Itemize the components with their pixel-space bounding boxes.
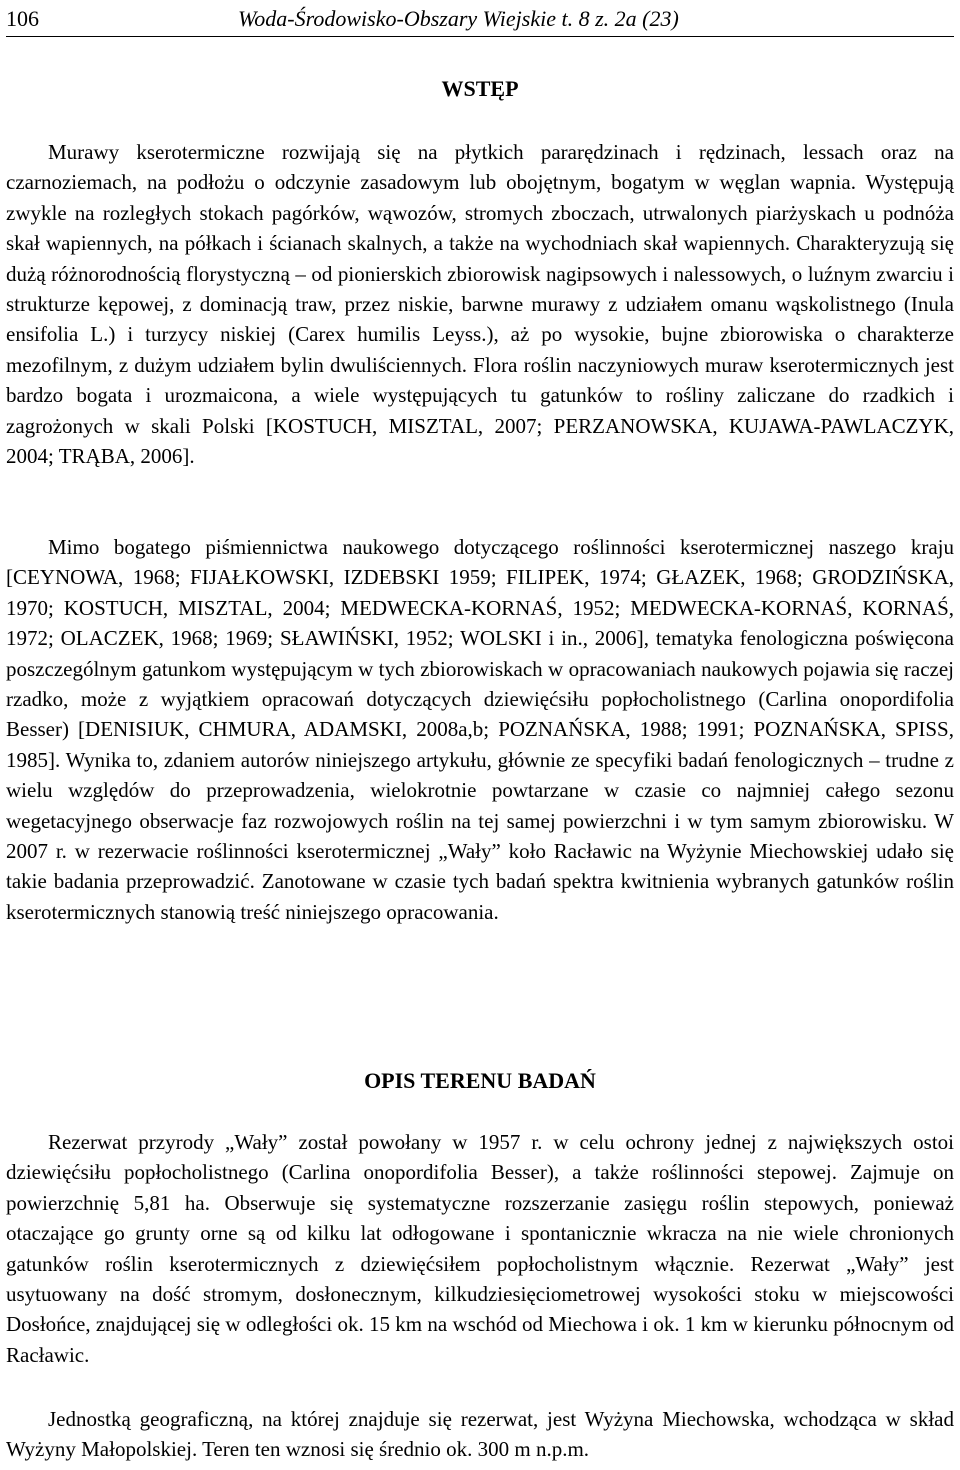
section-heading-introduction: WSTĘP	[441, 76, 519, 101]
running-header	[6, 4, 954, 37]
paragraph: Mimo bogatego piśmiennictwa naukowego dotyczącego roślinności kserotermicznej naszego kraju [CEYNOWA, 1968; FIJAŁKOWSKI, IZDEBSKI 1959; FILIPEK, 1974; GŁAZEK, 1968; GRODZIŃSKA, 1970; KOSTUCH, MISZTAL, 2004; MEDWECKA-KORNAŚ, 1952; MEDWECKA-KORNAŚ, KORNAŚ, 1972; OLACZEK, 1968; 1969; SŁAWIŃSKI, 1952; WOLSKI i in., 2006], tematyka fenologiczna poświęcona poszczególnym gatunkom występującym w tych zbiorowiskach w opracowaniach naukowych pojawia się raczej rzadko, może z wyjątkiem opracowań dotyczących dziewięćsiłu popłocholistnego (Carlina onopordifolia Besser) [DENISIUK, CHMURA, ADAMSKI, 2008a,b; POZNAŃSKA, 1988; 1991; POZNAŃSKA, SPISS, 1985]. Wynika to, zdaniem autorów niniejszego artykułu, głównie ze specyfiki badań fenologicznych – trudne z wielu względów do przeprowadzenia, wielokrotnie powtarzane w czasie co najmniej całego sezonu wegetacyjnego obserwacje faz rozwojowych roślin na tej samej powierzchni i w tym samym zbiorowisku. W 2007 r. w rezerwacie roślinności kserotermicznej „Wały” koło Racławic na Wyżynie Miechowskiej udało się takie badania przeprowadzić. Zanotowane w czasie tych badań spektra kwitnienia wybranych gatunków roślin kserotermicznych stanowią treść niniejszego opracowania.	[6, 535, 954, 924]
paragraph: Murawy kserotermiczne rozwijają się na płytkich pararędzinach i rędzinach, lessach oraz na czarnoziemach, na podłożu o odczynie zasadowym lub obojętnym, bogatym w węglan wapnia. Występują zwykle na rozległych stokach pagórków, wąwozów, stromych zboczach, utrwalonych piarżyskach u podnóża skał wapiennych, na półkach i ścianach skalnych, a także na wychodniach skał wapiennych. Charakteryzują się dużą różnorodnością florystyczną – od pionierskich zbiorowisk nagipsowych i nalessowych, o luźnym zwarciu i strukturze kępowej, z dominacją traw, przez niskie, barwne murawy z udziałem omanu wąskolistnego (Inula ensifolia L.) i turzycy niskiej (Carex humilis Leyss.), aż po wysokie, bujne zbiorowiska o charakterze mezofilnym, z dużym udziałem bylin dwuliściennych. Flora roślin naczyniowych muraw kserotermicznych jest bardzo bogata i urozmaicona, a wiele występujących tu gatunków to rośliny zaliczane do rzadkich i zagrożonych w skali Polski [KOSTUCH, MISZTAL, 2007; PERZANOWSKA, KUJAWA-PAWLACZYK, 2004; TRĄBA, 2006].	[6, 140, 954, 469]
paragraph: Jednostką geograficzną, na której znajduje się rezerwat, jest Wyżyna Miechowska, wchodząca w skład Wyżyny Małopolskiej. Teren ten wznosi się średnio ok. 300 m n.p.m.	[6, 1407, 954, 1462]
paragraph: Rezerwat przyrody „Wały” został powołany w 1957 r. w celu ochrony jednej z największych ostoi dziewięćsiłu popłocholistnego (Carlina onopordifolia Besser), a także roślinności stepowej. Zajmuje on powierzchnię 5,81 ha. Obserwuje się systematyczne rozszerzanie zasięgu roślin stepowych, ponieważ otaczające go grunty orne są od kilku lat odłogowane i spontanicznie wkracza na nie wiele chronionych gatunków roślin kserotermicznych z dziewięćsiłem popłocholistnym włącznie. Rezerwat „Wały” jest usytuowany na dość stromym, dosłonecznym, kilkudziesięciometrowej wysokości stoku w miejscowości Dosłońce, znajdującej się w odległości ok. 15 km na wschód od Miechowa i ok. 1 km w kierunku północnym od Racławic.	[6, 1130, 954, 1367]
journal-title: Woda-Środowisko-Obszary Wiejskie t. 8 z. 2a (23)	[238, 6, 679, 31]
section-heading-study-area: OPIS TERENU BADAŃ	[364, 1068, 596, 1093]
page-number: 106	[6, 6, 39, 31]
